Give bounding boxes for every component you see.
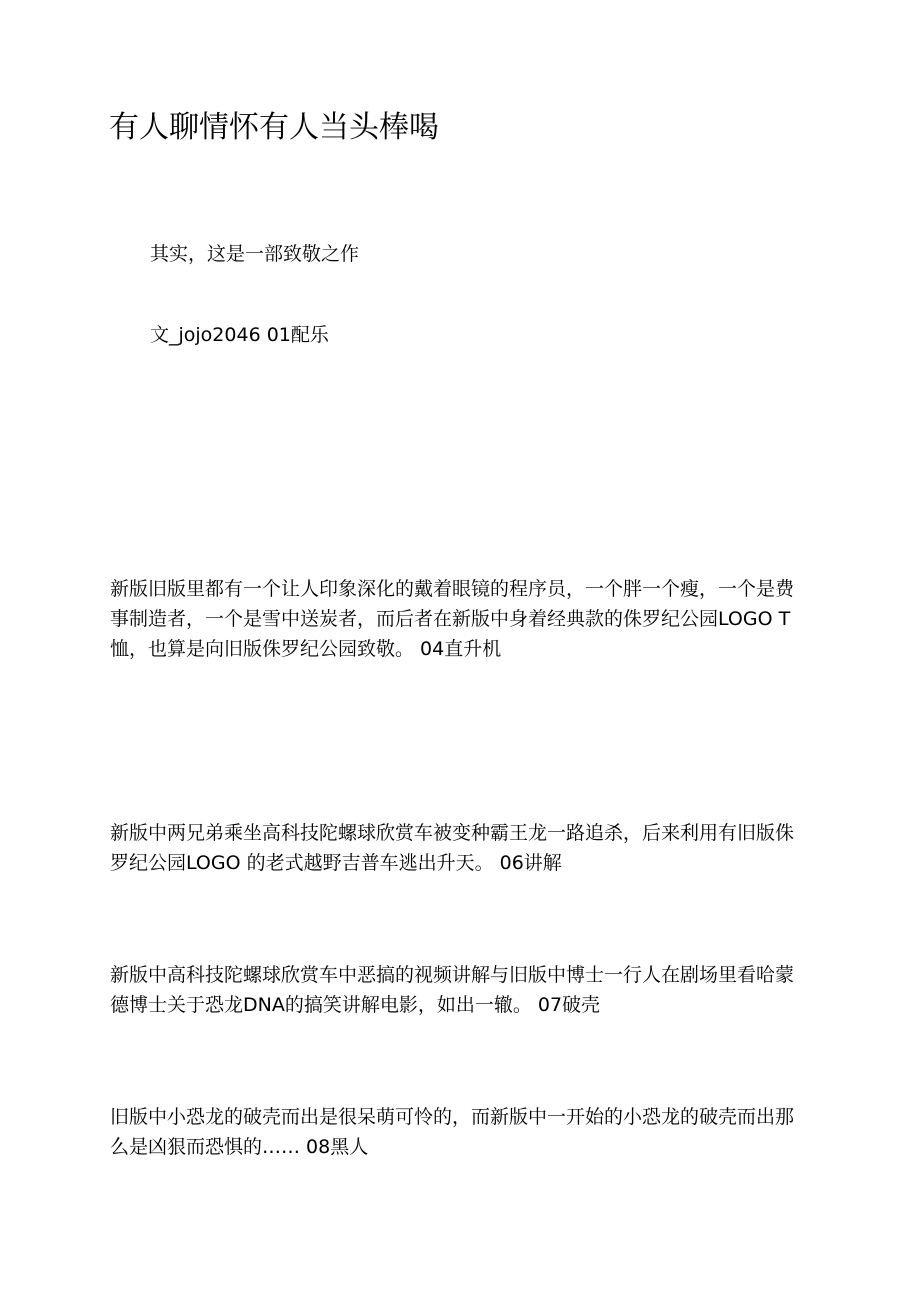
paragraph: 新版中两兄弟乘坐高科技陀螺球欣赏车被变种霸王龙一路追杀，后来利用有旧版侏罗纪公园LOGO 的老式越野吉普车逃出升天。 06讲解	[110, 822, 795, 874]
intro-line: 其实，这是一部致敬之作	[150, 243, 360, 265]
paragraph: 新版旧版里都有一个让人印象深化的戴着眼镜的程序员，一个胖一个瘦，一个是费事制造者，一个是雪中送炭者，而后者在新版中身着经典款的侏罗纪公园LOGO T恤，也算是向旧版侏罗纪公园致敬。 04直升机	[110, 578, 795, 660]
author-line: 文_jojo2046 01配乐	[150, 324, 329, 346]
paragraph: 旧版中小恐龙的破壳而出是很呆萌可怜的，而新版中一开始的小恐龙的破壳而出那么是凶狠而恐惧的…… 08黑人	[110, 1106, 795, 1158]
paragraph: 新版中高科技陀螺球欣赏车中恶搞的视频讲解与旧版中博士一行人在剧场里看哈蒙德博士关于恐龙DNA的搞笑讲解电影，如出一辙。 07破壳	[110, 964, 795, 1016]
document-title: 有人聊情怀有人当头棒喝	[109, 110, 439, 145]
